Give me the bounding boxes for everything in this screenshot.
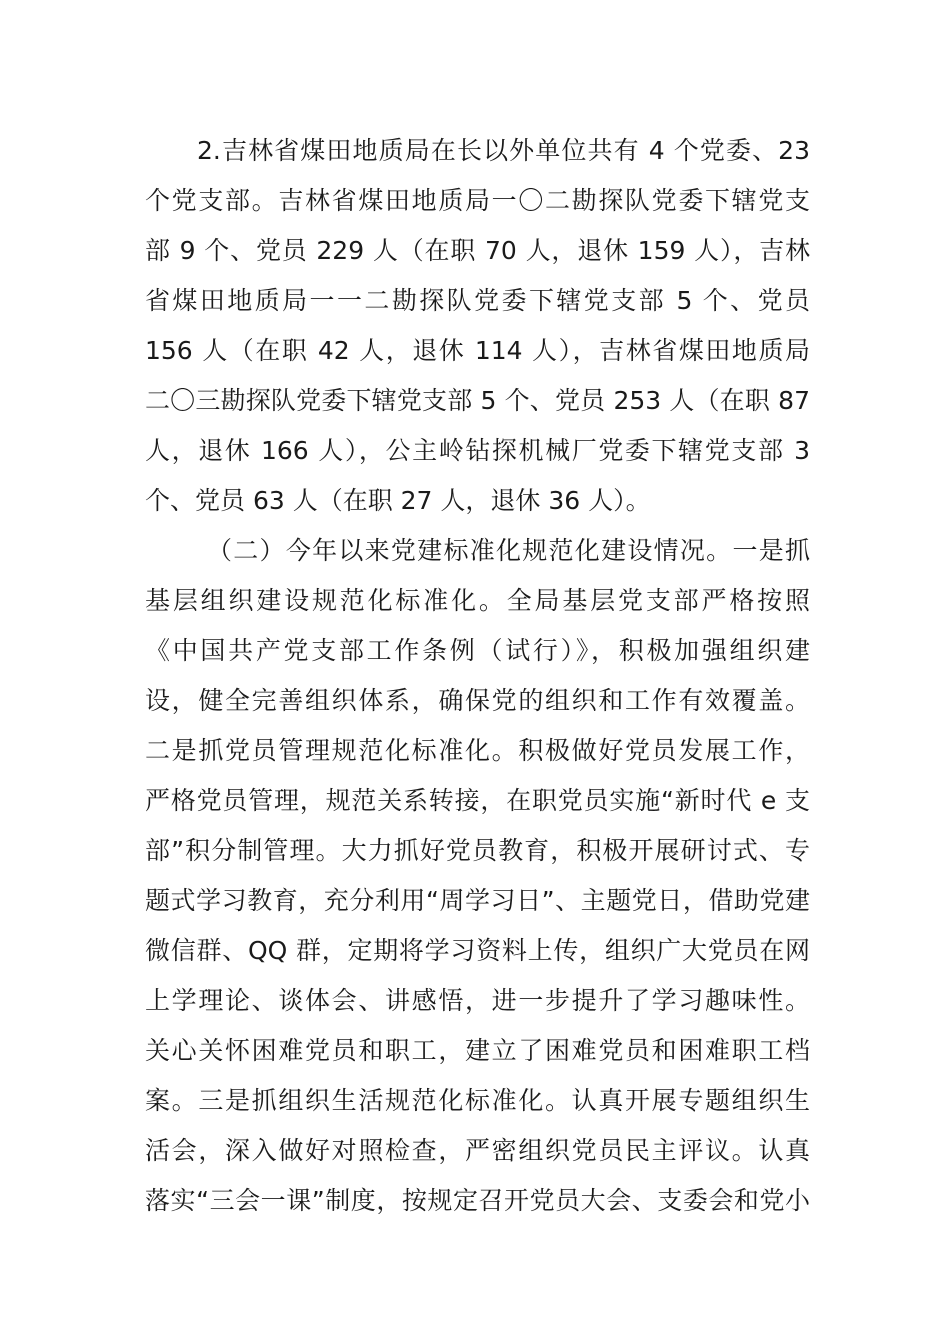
text-line: 2.吉林省煤田地质局在长以外单位共有 4 个党委、23 — [197, 136, 810, 165]
text-line: 省煤田地质局一一二勘探队党委下辖党支部 5 个、党员 — [145, 286, 810, 315]
document-body — [145, 126, 810, 1226]
text-line: 题式学习教育，充分利用“周学习日”、主题党日，借助党建 — [145, 886, 810, 915]
text-line: 上学理论、谈体会、讲感悟，进一步提升了学习趣味性。 — [145, 986, 810, 1015]
text-line: 156 人（在职 42 人，退休 114 人），吉林省煤田地质局 — [145, 336, 810, 365]
text-line: 部 9 个、党员 229 人（在职 70 人，退休 159 人），吉林 — [145, 236, 810, 265]
text-line: 部”积分制管理。大力抓好党员教育，积极开展研讨式、专 — [145, 836, 810, 865]
text-line: 落实“三会一课”制度，按规定召开党员大会、支委会和党小 — [145, 1186, 810, 1215]
text-line: 二〇三勘探队党委下辖党支部 5 个、党员 253 人（在职 87 — [145, 386, 810, 415]
text-line: 基层组织建设规范化标准化。全局基层党支部严格按照 — [145, 586, 810, 615]
text-line: 个、党员 63 人（在职 27 人，退休 36 人）。 — [145, 486, 651, 515]
text-line: （二）今年以来党建标准化规范化建设情况。一是抓 — [207, 536, 810, 565]
text-line: 活会，深入做好对照检查，严密组织党员民主评议。认真 — [145, 1136, 810, 1165]
text-line: 人，退休 166 人），公主岭钻探机械厂党委下辖党支部 3 — [145, 436, 810, 465]
text-line: 二是抓党员管理规范化标准化。积极做好党员发展工作， — [145, 736, 810, 765]
text-line: 严格党员管理，规范关系转接，在职党员实施“新时代 e 支 — [145, 786, 810, 815]
text-line: 案。三是抓组织生活规范化标准化。认真开展专题组织生 — [145, 1086, 810, 1115]
text-line: 关心关怀困难党员和职工，建立了困难党员和困难职工档 — [145, 1036, 810, 1065]
text-line: 《中国共产党支部工作条例（试行）》，积极加强组织建 — [145, 636, 810, 665]
paragraph-standardization — [145, 526, 810, 1226]
paragraph-party-organizations — [145, 126, 810, 526]
text-line: 微信群、QQ 群，定期将学习资料上传，组织广大党员在网 — [145, 936, 810, 965]
text-line: 设，健全完善组织体系，确保党的组织和工作有效覆盖。 — [145, 686, 810, 715]
text-line: 个党支部。吉林省煤田地质局一〇二勘探队党委下辖党支 — [145, 186, 810, 215]
